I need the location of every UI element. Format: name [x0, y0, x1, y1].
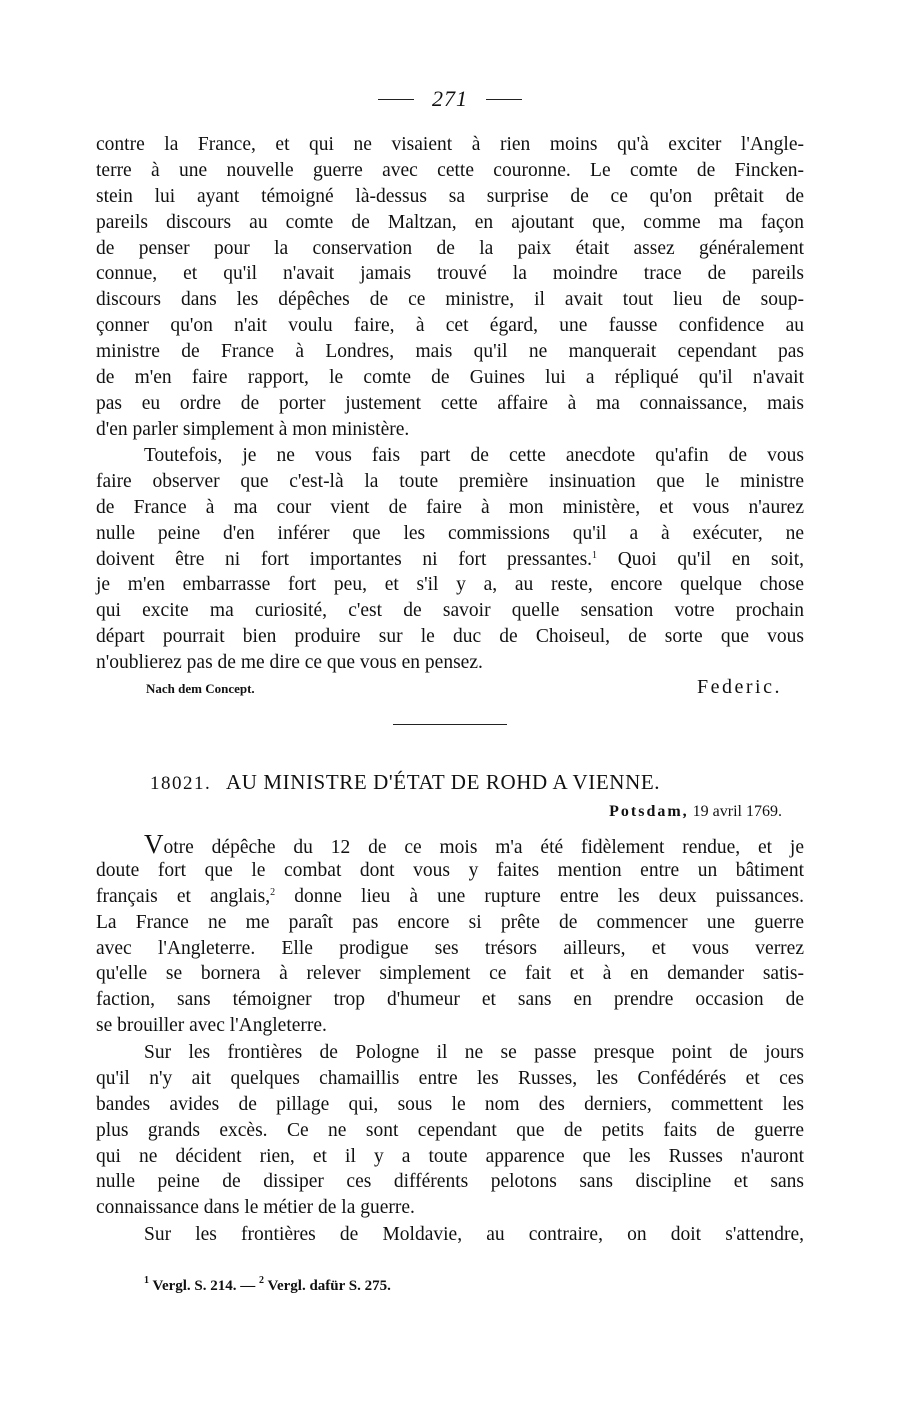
text-segment: français et anglais, — [96, 885, 271, 907]
header-dash-left — [378, 99, 414, 100]
text-segment: doivent être ni fort importantes ni fort pressantes. — [96, 548, 593, 570]
letter-heading — [150, 770, 770, 795]
text-line-with-note — [96, 547, 804, 573]
text-line: de France à ma cour vient de faire à mon ministère, et vous n'aurez — [96, 496, 804, 518]
text-line: je m'en embarrasse fort peu, et s'il y a, au reste, encore quelque chose — [96, 574, 804, 596]
text-line: plus grands excès. Ce ne sont cependant que de petits faits de guerre — [96, 1119, 804, 1141]
footnote-marker: 2 — [270, 886, 276, 898]
text-line: bandes avides de pillage qui, sous le nom des derniers, commettent les — [96, 1093, 804, 1115]
letter-place: Potsdam, — [609, 803, 689, 820]
signature: Federic. — [697, 676, 782, 698]
text-line: avec l'Angleterre. Elle prodigue ses trésors ailleurs, et vous verrez — [96, 937, 804, 959]
text-line: qu'il n'y ait quelques chamaillis entre les Russes, les Confédérés et ces — [96, 1067, 804, 1089]
footnote-text: Vergl. S. 214. — [152, 1278, 237, 1294]
text-line: pas eu ordre de porter justement cette affaire à ma connaissance, mais — [96, 392, 804, 414]
letter-title: AU MINISTRE D'ÉTAT DE ROHD A VIENNE. — [225, 770, 661, 794]
closing-row — [146, 676, 782, 699]
source-note: Nach dem Concept. — [146, 681, 255, 696]
text-segment: otre dépêche du 12 de ce mois m'a été fidèlement rendue, et je — [163, 837, 804, 858]
page-header — [0, 86, 900, 112]
text-line: doute fort que le combat dont vous y faites mention entre un bâtiment — [96, 859, 804, 881]
paragraph-toutefois — [96, 443, 804, 676]
letter-dateline — [609, 803, 782, 821]
text-line: d'en parler simplement à mon ministère. — [96, 418, 410, 440]
text-line: se brouiller avec l'Angleterre. — [96, 1015, 327, 1037]
footnote-separator: — — [240, 1278, 256, 1294]
text-line: de m'en faire rapport, le comte de Guines lui a répliqué qu'il n'avait — [96, 367, 804, 389]
initial-letter: V — [144, 829, 164, 859]
text-segment: donne lieu à une rupture entre les deux puissances. — [294, 885, 805, 907]
text-line: nulle peine d'en inférer que les commissions qu'il a à exécuter, ne — [96, 522, 804, 544]
text-line: Sur les frontières de Pologne il ne se passe presque point de jours — [144, 1042, 804, 1063]
footnote-marker: 1 — [144, 1275, 149, 1286]
paragraph-continuation — [96, 132, 804, 443]
text-line: contre la France, et qui ne visaient à rien moins qu'à exciter l'Angle- — [96, 134, 804, 155]
footnote-text: Vergl. dafür S. 275. — [267, 1278, 391, 1294]
paragraph-moldavie — [96, 1222, 804, 1248]
text-line-with-note — [96, 884, 804, 910]
text-line: discours dans les dépêches de ce ministre, il avait tout lieu de soup- — [96, 289, 804, 311]
header-dash-right — [486, 99, 522, 100]
footnote-marker: 1 — [592, 549, 598, 561]
footnote-marker: 2 — [259, 1275, 265, 1286]
text-line: de penser pour la conservation de la paix était assez généralement — [96, 237, 804, 259]
text-line: qu'elle se bornera à relever simplement ce fait et à en demander satis- — [96, 963, 804, 985]
text-line: La France ne me paraît pas encore si prête de commencer une guerre — [96, 911, 804, 933]
text-line: faction, sans témoigner trop d'humeur et sans en prendre occasion de — [96, 989, 804, 1011]
letter-number: 18021. — [150, 773, 212, 794]
text-line: nulle peine de dissiper ces différents pelotons sans discipline et sans — [96, 1171, 804, 1193]
section-divider — [393, 724, 507, 725]
text-line: n'oublierez pas de me dire ce que vous en pensez. — [96, 652, 483, 674]
paragraph-votre-depeche — [96, 829, 805, 1039]
text-line: stein lui ayant témoigné là-dessus sa surprise de ce qu'on prêtait de — [96, 185, 804, 207]
text-line: Sur les frontières de Moldavie, au contraire, on doit s'attendre, — [144, 1224, 804, 1245]
text-line: faire observer que c'est-là la toute première insinuation que le ministre — [96, 470, 804, 492]
paragraph-pologne — [96, 1040, 804, 1221]
text-line: départ pourrait bien produire sur le duc de Choiseul, de sorte que vous — [96, 626, 804, 648]
text-line: qui ne décident rien, et il y a toute apparence que les Russes n'auront — [96, 1145, 804, 1167]
letter-date: 19 avril 1769. — [692, 803, 782, 820]
text-segment: Quoi qu'il en soit, — [617, 548, 804, 570]
text-line: ministre de France à Londres, mais qu'il ne manquerait cependant pas — [96, 341, 804, 363]
text-line — [96, 829, 804, 859]
text-line: Toutefois, je ne vous fais part de cette anecdote qu'afin de vous — [144, 445, 804, 466]
text-line: connaissance dans le métier de la guerre. — [96, 1197, 415, 1219]
text-line: pareils discours au comte de Maltzan, en ajoutant que, comme ma façon — [96, 211, 804, 233]
footnotes — [144, 1275, 391, 1295]
text-line: çonner qu'on n'ait voulu faire, à cet égard, une fausse confidence au — [96, 315, 804, 337]
text-line: qui excite ma curiosité, c'est de savoir quelle sensation votre prochain — [96, 600, 804, 622]
text-line: connue, et qu'il n'avait jamais trouvé la moindre trace de pareils — [96, 263, 804, 285]
text-line: terre à une nouvelle guerre avec cette couronne. Le comte de Fincken- — [96, 159, 804, 181]
page-number: 271 — [432, 86, 468, 111]
